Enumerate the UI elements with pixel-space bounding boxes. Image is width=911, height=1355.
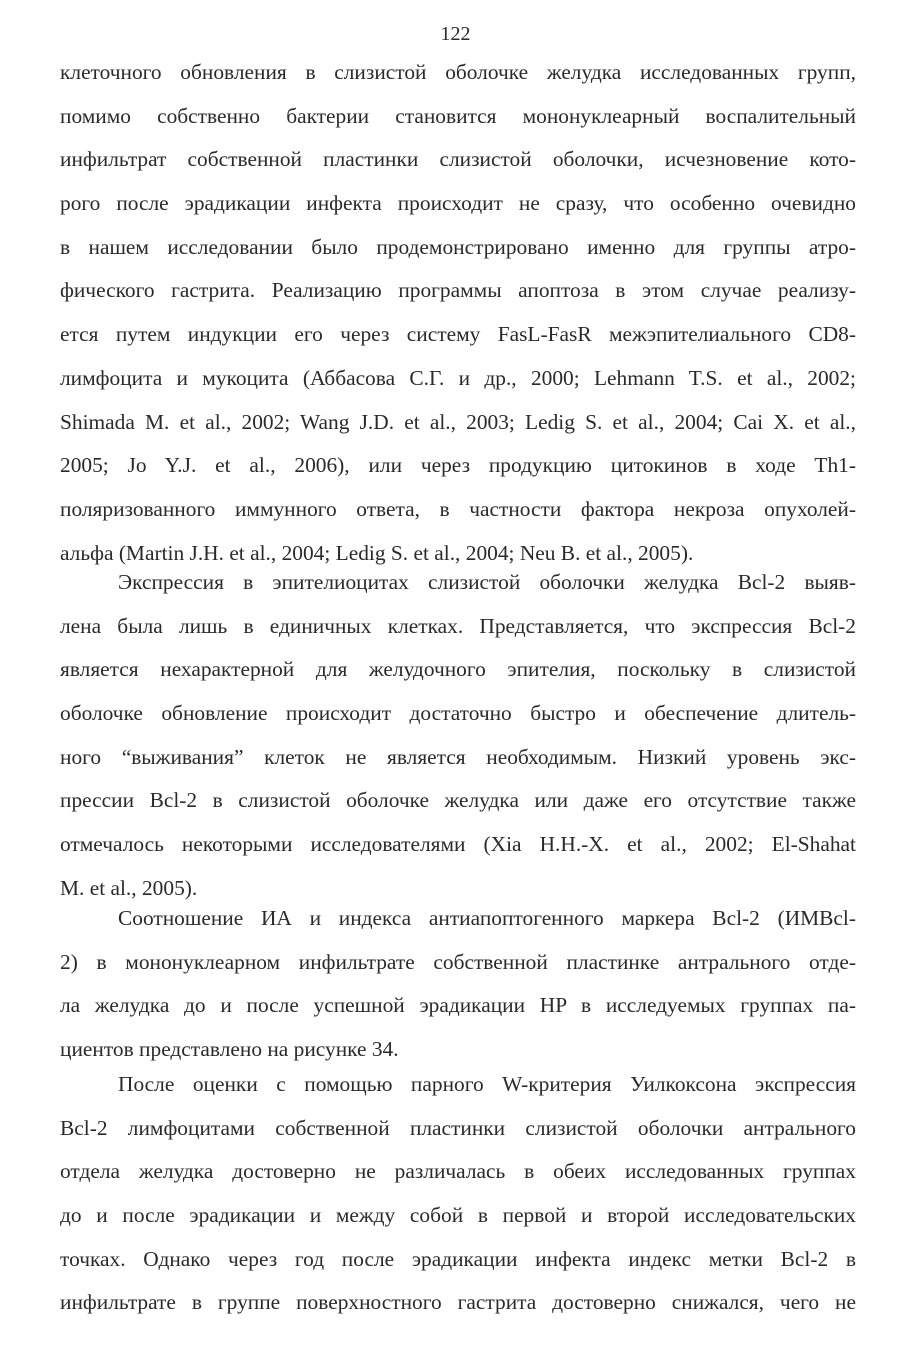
paragraph-4 bbox=[60, 1063, 856, 1325]
paragraph-2 bbox=[60, 561, 856, 911]
paragraph-line: поляризованного иммунного ответа, в частности фактора некроза опухолей- bbox=[60, 496, 856, 521]
paragraph-line: фического гастрита. Реализацию программы апоптоза в этом случае реализу- bbox=[60, 278, 856, 303]
paragraph-line: Shimada M. et al., 2002; Wang J.D. et al., 2003; Ledig S. et al., 2004; Cai X. et al., bbox=[60, 409, 856, 434]
paragraph-line: циентов представлено на рисунке 34. bbox=[60, 1037, 399, 1062]
paragraph-1 bbox=[60, 51, 856, 575]
paragraph-line: лена была лишь в единичных клетках. Представляется, что экспрессия Bcl-2 bbox=[60, 613, 856, 638]
paragraph-line: Экспрессия в эпителиоцитах слизистой оболочки желудка Bcl-2 выяв- bbox=[118, 570, 856, 594]
paragraph-3 bbox=[60, 897, 856, 1072]
paragraph-line: Соотношение ИА и индекса антиапоптогенного маркера Bcl-2 (ИМBcl- bbox=[118, 906, 856, 930]
paragraph-line: прессии Bcl-2 в слизистой оболочке желудка или даже его отсутствие также bbox=[60, 788, 856, 813]
paragraph-line: до и после эрадикации и между собой в первой и второй исследовательских bbox=[60, 1203, 856, 1228]
paragraph-line: После оценки с помощью парного W-критерия Уилкоксона экспрессия bbox=[118, 1072, 856, 1096]
paragraph-line: ется путем индукции его через систему FasL-FasR межэпителиального CD8- bbox=[60, 322, 856, 347]
paragraph-line: инфильтрат собственной пластинки слизистой оболочки, исчезновение кото- bbox=[60, 147, 856, 172]
paragraph-line: клеточного обновления в слизистой оболочке желудка исследованных групп, bbox=[60, 60, 856, 84]
paragraph-line: ного “выживания” клеток не является необходимым. Низкий уровень экс- bbox=[60, 744, 856, 769]
paragraph-line: рого после эрадикации инфекта происходит не сразу, что особенно очевидно bbox=[60, 191, 856, 216]
paragraph-line: точках. Однако через год после эрадикации инфекта индекс метки Bcl-2 в bbox=[60, 1246, 856, 1271]
paragraph-line: оболочке обновление происходит достаточно быстро и обеспечение длитель- bbox=[60, 701, 856, 726]
paragraph-line: отдела желудка достоверно не различалась в обеих исследованных группах bbox=[60, 1159, 856, 1184]
paragraph-line: 2005; Jo Y.J. et al., 2006), или через продукцию цитокинов в ходе Th1- bbox=[60, 453, 856, 478]
paragraph-line: инфильтрате в группе поверхностного гастрита достоверно снижался, чего не bbox=[60, 1290, 856, 1315]
paragraph-line: альфа (Martin J.H. et al., 2004; Ledig S. et al., 2004; Neu B. et al., 2005). bbox=[60, 540, 694, 565]
paragraph-line: 2) в мононуклеарном инфильтрате собственной пластинке антрального отде- bbox=[60, 949, 856, 974]
paragraph-line: лимфоцита и мукоцита (Аббасова С.Г. и др., 2000; Lehmann T.S. et al., 2002; bbox=[60, 365, 856, 390]
paragraph-line: ла желудка до и после успешной эрадикации HP в исследуемых группах па- bbox=[60, 993, 856, 1018]
paragraph-line: в нашем исследовании было продемонстрировано именно для группы атро- bbox=[60, 234, 856, 259]
paragraph-line: Bcl-2 лимфоцитами собственной пластинки слизистой оболочки антрального bbox=[60, 1115, 856, 1140]
paragraph-line: M. et al., 2005). bbox=[60, 875, 198, 900]
page-number: 122 bbox=[440, 23, 471, 45]
paragraph-line: отмечалось некоторыми исследователями (Xia H.H.-X. et al., 2002; El-Shahat bbox=[60, 832, 856, 857]
paragraph-line: является нехарактерной для желудочного эпителия, поскольку в слизистой bbox=[60, 657, 856, 682]
paragraph-line: помимо собственно бактерии становится мононуклеарный воспалительный bbox=[60, 103, 856, 128]
